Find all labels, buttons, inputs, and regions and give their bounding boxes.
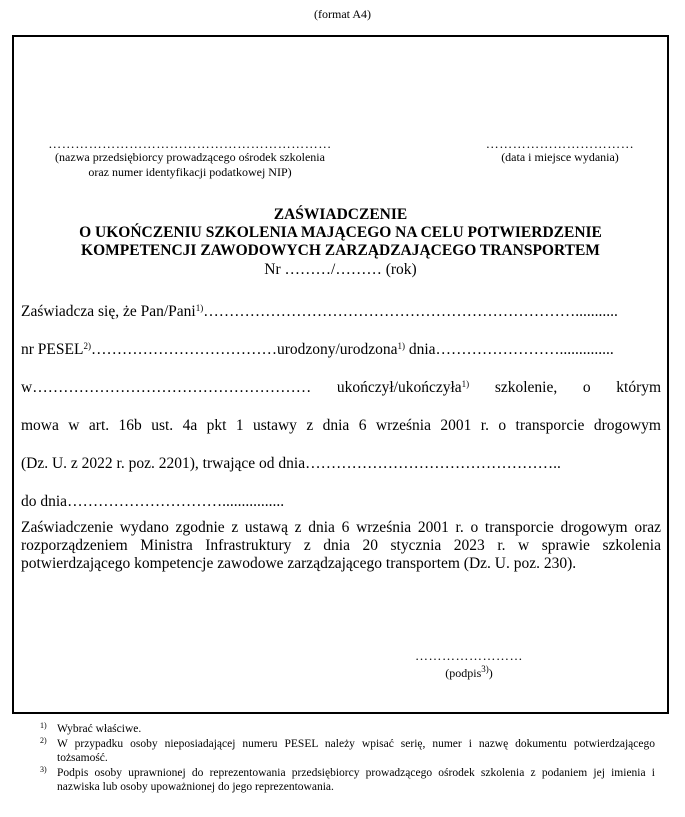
issue-date-field[interactable]: …………………………… [485, 136, 635, 151]
o-word: o [582, 379, 591, 396]
footnote-item [40, 737, 655, 765]
body-line-law: mowa w art. 16b ust. 4a pkt 1 ustawy z dnia 6 września 2001 r. o transporcie drogowym [21, 417, 661, 434]
end-label: do dnia [21, 493, 68, 510]
footnote-text: Wybrać właściwe. [57, 723, 142, 735]
certificate-frame [12, 35, 669, 714]
footnote-ref-1c: 1) [461, 379, 470, 389]
footnote-item [40, 722, 655, 736]
end-date-field[interactable]: …………………………................ [67, 493, 285, 510]
footnote-ref-2: 2) [83, 341, 91, 351]
footnote-number: 3) [40, 765, 47, 774]
footnote-number: 2) [40, 736, 47, 745]
name-label: Zaświadcza się, że Pan/Pani [21, 303, 196, 320]
footnote-ref-3: 3) [481, 664, 489, 674]
footnotes [40, 722, 655, 795]
title-block [14, 206, 667, 279]
title-line3: KOMPETENCJI ZAWODOWYCH ZARZĄDZAJĄCEGO TRANSPORTEM [81, 242, 600, 259]
company-name-field[interactable]: ……………………………………………………… [48, 136, 332, 151]
start-date-field[interactable]: ………………………………………….. [305, 455, 561, 472]
body-line-pesel [21, 341, 661, 359]
title-line2: O UKOŃCZENIU SZKOLENIA MAJĄCEGO NA CELU POTWIERDZENIE [79, 224, 602, 241]
body-line-end [21, 493, 661, 511]
title-line1: ZAŚWIADCZENIE [273, 206, 408, 223]
signature-caption: (podpis$^{3)}$) [445, 664, 493, 680]
completed-word: ukończył/ukończyła$^{1)}$ [336, 379, 470, 396]
footnote-ref-1: 1) [195, 303, 204, 313]
training-word: szkolenie, [494, 379, 558, 396]
format-label: (format A4) [314, 7, 371, 21]
certificate-number[interactable]: Nr ………/……… (rok) [264, 261, 417, 278]
birth-place-field[interactable]: w……………………………………………… [21, 379, 312, 396]
pesel-field[interactable]: ………………………………urodzony/urodzona [90, 341, 398, 358]
footnote-text: W przypadku osoby nieposiadającej numeru PESEL należy wpisać serię, numer i nazwę dokumentu potwierdzającego tożsamość. [57, 738, 655, 764]
name-field[interactable]: ………………………………………………………………........... [203, 303, 618, 320]
pesel-label: nr PESEL [21, 341, 84, 358]
footnote-text: Podpis osoby uprawnionej do reprezentowania przedsiębiorcy prowadzącego ośrodek szkolenia z podaniem jej imienia i nazwiska lub osoby upoważnionej do jego reprezentowania. [57, 767, 655, 793]
body-line-name [21, 303, 661, 321]
footnote-number: 1) [40, 721, 47, 730]
legal-basis-paragraph: Zaświadczenie wydano zgodnie z ustawą z dnia 6 września 2001 r. o transporcie drogowym oraz rozporządzeniem Ministra Infrastruktury z dnia 20 stycznia 2023 r. w sprawie szkolenia potwierdzającego kompetencje zawodowe zarządzającego transportem (Dz. U. poz. 230). [21, 519, 661, 572]
body-line-place [21, 379, 661, 397]
body-line-dates [21, 455, 661, 473]
company-name-caption [22, 150, 358, 180]
birth-date-field[interactable]: dnia…………………….............. [404, 341, 614, 358]
company-caption-line2: oraz numer identyfikacji podatkowej NIP) [88, 165, 292, 179]
footnote-ref-1b: 1) [397, 341, 405, 351]
law-ref-text: (Dz. U. z 2022 r. poz. 2201), trwające od dnia [21, 455, 306, 472]
signature-field[interactable]: …………………… [415, 648, 523, 663]
which-word: którym [616, 379, 662, 396]
company-caption-line1: (nazwa przedsiębiorcy prowadzącego ośrodek szkolenia [55, 150, 325, 164]
footnote-item [40, 766, 655, 794]
issue-date-caption: (data i miejsce wydania) [501, 150, 619, 164]
